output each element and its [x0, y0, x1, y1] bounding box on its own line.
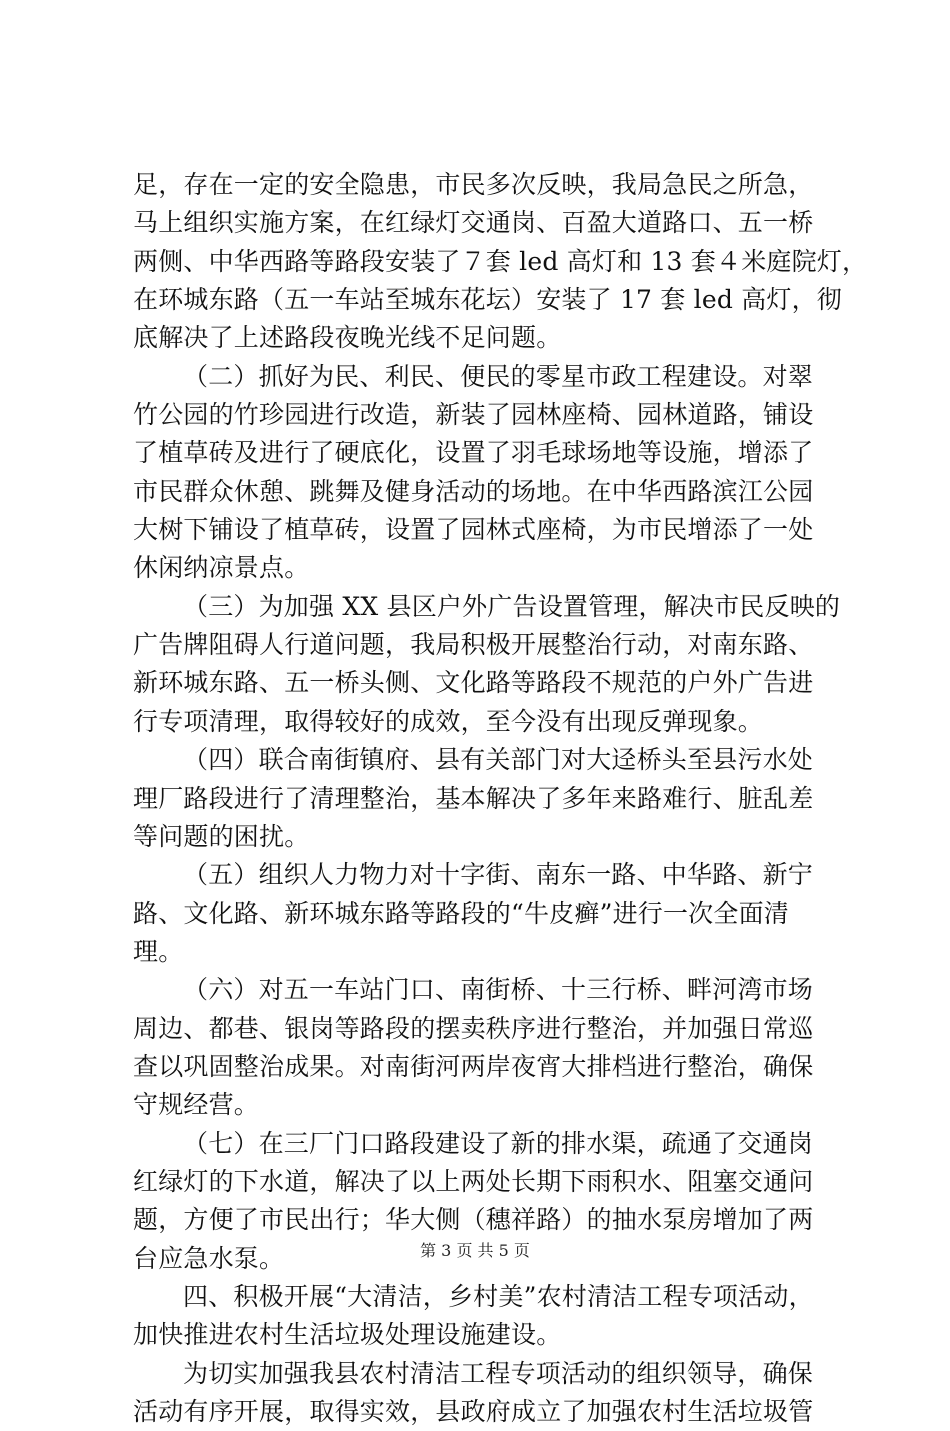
text-line: （七）在三厂门口路段建设了新的排水渠，疏通了交通岗 [183, 1128, 814, 1158]
text-line: （四）联合南街镇府、县有关部门对大迳桥头至县污水处 [183, 745, 814, 775]
text-line: （三）为加强 XX 县区户外广告设置管理，解决市民反映的 [183, 591, 841, 621]
paragraph-item-2 [133, 358, 833, 588]
paragraph-item-3 [133, 588, 841, 741]
text-line: 行专项清理，取得较好的成效，至今没有出现反弹现象。 [133, 706, 764, 736]
text-line: 大树下铺设了植草砖，设置了园林式座椅，为市民增添了一处 [133, 515, 814, 545]
text-line: 在环城东路（五一车站至城东花坛）安装了 17 套 led 高灯，彻 [133, 285, 842, 315]
text-line: 查以巩固整治成果。对南街河两岸夜宵大排档进行整治，确保 [133, 1051, 814, 1081]
text-line: 周边、都巷、银岗等路段的摆卖秩序进行整治，并加强日常巡 [133, 1013, 814, 1043]
paragraph-continuation [133, 166, 868, 358]
text-line: 活动有序开展，取得实效，县政府成立了加强农村生活垃圾管 [133, 1397, 814, 1426]
text-line: （六）对五一车站门口、南街桥、十三行桥、畔河湾市场 [183, 975, 814, 1005]
text-line: 两侧、中华西路等路段安装了７套 led 高灯和 13 套４米庭院灯， [133, 246, 868, 276]
text-line: 等问题的困扰。 [133, 821, 310, 851]
text-line: 新环城东路、五一桥头侧、文化路等路段不规范的户外广告进 [133, 668, 814, 698]
text-line: 题，方便了市民出行；华大侧（穗祥路）的抽水泵房增加了两 [133, 1205, 814, 1235]
text-line: 休闲纳凉景点。 [133, 553, 310, 583]
text-line: 底解决了上述路段夜晚光线不足问题。 [133, 323, 562, 353]
text-line: 台应急水泵。 [133, 1243, 285, 1273]
paragraph-item-6 [133, 971, 833, 1124]
text-line: 守规经营。 [133, 1090, 260, 1120]
text-line: 加快推进农村生活垃圾处理设施建设。 [133, 1320, 562, 1350]
paragraph-item-5 [133, 856, 833, 971]
text-line: （五）组织人力物力对十字街、南东一路、中华路、新宁 [183, 860, 814, 890]
text-line: 为切实加强我县农村清洁工程专项活动的组织领导，确保 [183, 1358, 814, 1388]
text-line: （二）抓好为民、利民、便民的零星市政工程建设。对翠 [183, 361, 814, 391]
text-line: 四、积极开展“大清洁，乡村美”农村清洁工程专项活动， [183, 1281, 814, 1311]
text-line: 市民群众休憩、跳舞及健身活动的场地。在中华西路滨江公园 [133, 476, 814, 506]
paragraph-item-4 [133, 741, 833, 856]
page-number-footer: 第 3 页 共 5 页 [420, 1241, 530, 1260]
text-line: 了植草砖及进行了硬底化，设置了羽毛球场地等设施，增添了 [133, 438, 814, 468]
text-line: 理厂路段进行了清理整治，基本解决了多年来路难行、脏乱差 [133, 783, 814, 813]
text-line: 足，存在一定的安全隐患，市民多次反映，我局急民之所急， [133, 170, 814, 199]
text-line: 广告牌阻碍人行道问题，我局积极开展整治行动，对南东路、 [133, 630, 814, 660]
text-line: 路、文化路、新环城东路等路段的“牛皮癣”进行一次全面清 [133, 898, 789, 928]
text-line: 理。 [133, 936, 184, 966]
text-line: 红绿灯的下水道，解决了以上两处长期下雨积水、阻塞交通问 [133, 1166, 814, 1196]
paragraph-body [133, 1355, 833, 1431]
text-line: 竹公园的竹珍园进行改造，新装了园林座椅、园林道路，铺设 [133, 400, 814, 430]
text-line: 马上组织实施方案，在红绿灯交通岗、百盈大道路口、五一桥 [133, 208, 814, 238]
section-heading-4 [133, 1278, 833, 1355]
